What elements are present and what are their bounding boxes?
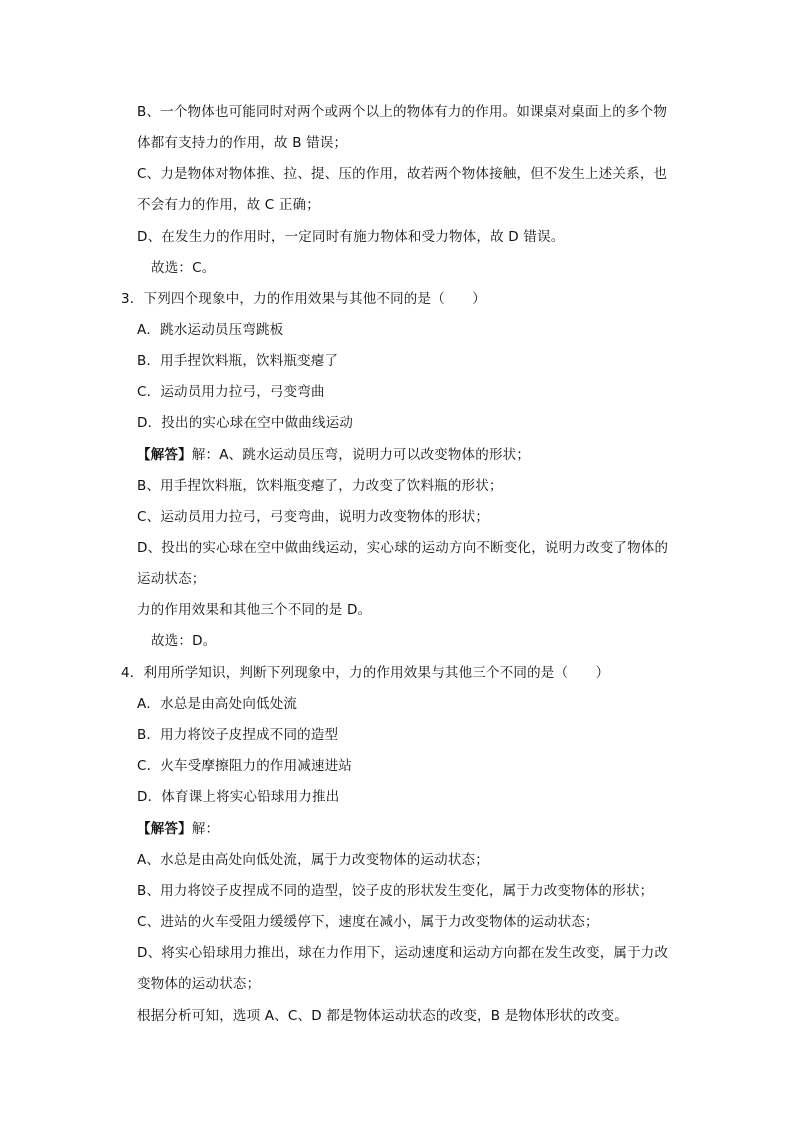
option-c: C．火车受摩擦阻力的作用减速进站	[137, 758, 353, 774]
option-d: D．体育课上将实心铅球用力推出	[137, 789, 340, 805]
answer-text: 解：A、跳水运动员压弯，说明力可以改变物体的形状；	[191, 447, 531, 463]
text-line: 根据分析可知，选项 A、C、D 都是物体运动状态的改变，B 是物体形状的改变。	[137, 1008, 628, 1024]
text-line: D、投出的实心球在空中做曲线运动，实心球的运动方向不断变化，说明力改变了物体的	[137, 540, 669, 556]
text-line: 故选：C。	[151, 260, 216, 276]
text-line: B、一个物体也可能同时对两个或两个以上的物体有力的作用。如课桌对桌面上的多个物	[137, 104, 668, 120]
text-line: 变物体的运动状态；	[137, 976, 261, 992]
text-line: 不会有力的作用，故 C 正确；	[137, 197, 321, 213]
option-b: B．用手捏饮料瓶，饮料瓶变瘪了	[137, 353, 339, 369]
question-4-title: 4．利用所学知识，判断下列现象中，力的作用效果与其他三个不同的是（ ）	[121, 665, 610, 681]
text-line: 体都有支持力的作用，故 B 错误；	[137, 135, 348, 151]
option-d: D．投出的实心球在空中做曲线运动	[137, 415, 354, 431]
text-line: 运动状态；	[137, 571, 206, 587]
text-line: D、将实心铅球用力推出，球在力作用下，运动速度和运动方向都在发生改变，属于力改	[137, 945, 669, 961]
text-line: B、用手捏饮料瓶，饮料瓶变瘪了，力改变了饮料瓶的形状；	[137, 478, 503, 494]
text-line: 力的作用效果和其他三个不同的是 D。	[137, 602, 372, 618]
answer-line	[137, 820, 219, 838]
option-c: C．运动员用力拉弓，弓变弯曲	[137, 384, 325, 400]
answer-tag: 【解答】	[137, 447, 192, 463]
text-line: B、用力将饺子皮捏成不同的造型，饺子皮的形状发生变化，属于力改变物体的形状；	[137, 883, 654, 899]
text-line: 故选：D。	[151, 633, 217, 649]
text-line: C、运动员用力拉弓，弓变弯曲，说明力改变物体的形状；	[137, 509, 490, 525]
text-line: A、水总是由高处向低处流，属于力改变物体的运动状态；	[137, 852, 489, 868]
option-a: A．跳水运动员压弯跳板	[137, 322, 284, 338]
option-b: B．用力将饺子皮捏成不同的造型	[137, 727, 339, 743]
question-3-title: 3．下列四个现象中，力的作用效果与其他不同的是（ ）	[121, 291, 486, 307]
answer-line	[137, 446, 530, 464]
text-line: C、力是物体对物体推、拉、提、压的作用，故若两个物体接触，但不发生上述关系，也	[137, 166, 668, 182]
option-a: A．水总是由高处向低处流	[137, 696, 298, 712]
answer-tag: 【解答】	[137, 821, 192, 837]
answer-text: 解：	[191, 821, 220, 837]
text-line: C、进站的火车受阻力缓缓停下，速度在减小，属于力改变物体的运动状态；	[137, 914, 599, 930]
text-line: D、在发生力的作用时，一定同时有施力物体和受力物体，故 D 错误。	[137, 229, 565, 245]
